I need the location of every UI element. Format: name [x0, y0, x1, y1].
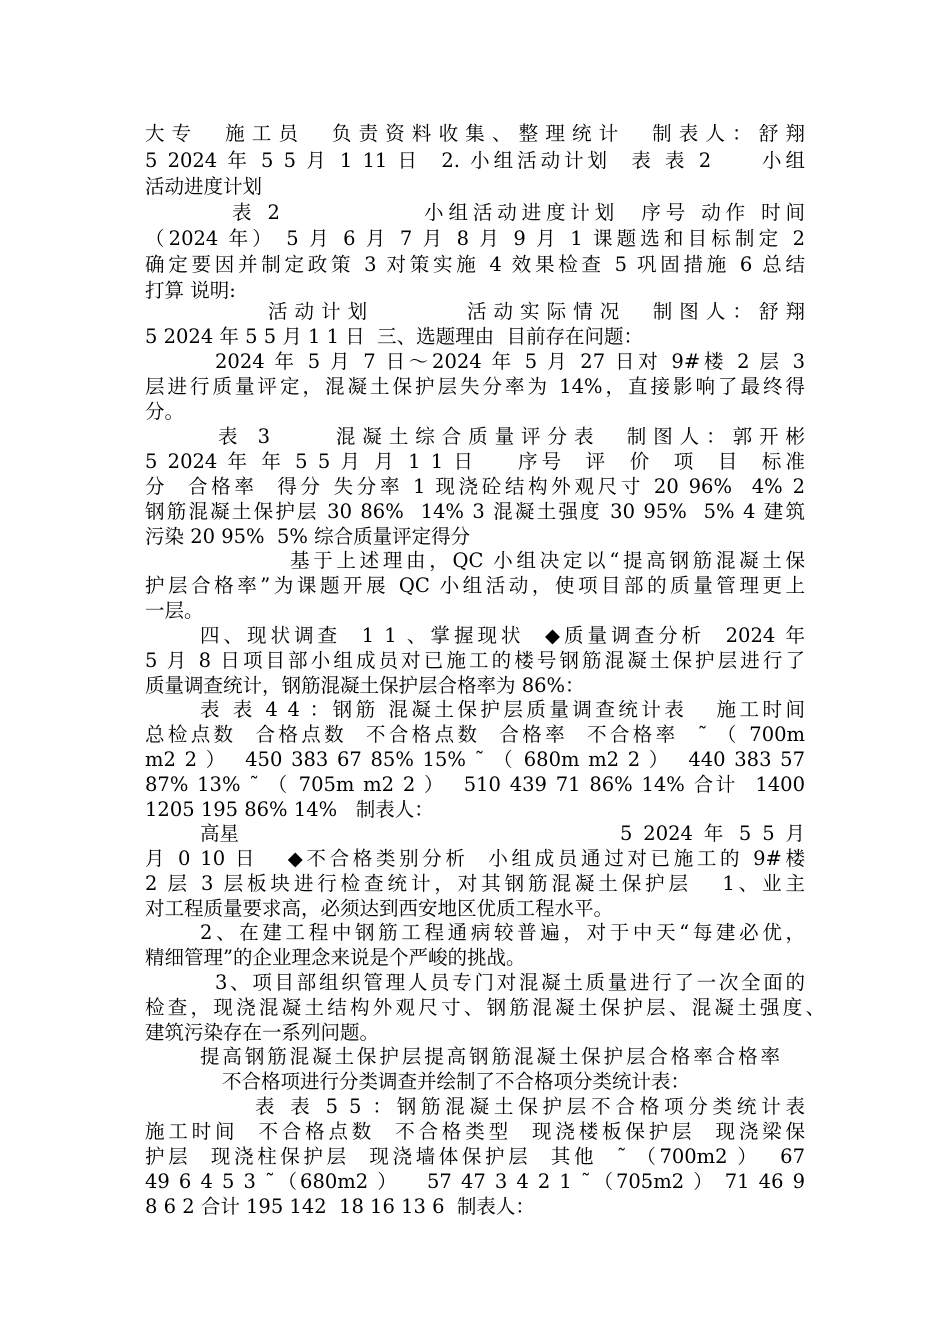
text-line: 打算 说明:: [145, 279, 236, 302]
text-line: 5 2024 年 5 5 月 1 11 日 2. 小组活动计划 表 表 2 小组: [145, 149, 805, 172]
text-line: 护层 现浇柱保护层 现浇墙体保护层 其他 ˜ （700m2 ） 67: [145, 1145, 805, 1168]
text-line: 5 月 8 日项目部小组成员对已施工的楼号钢筋混凝土保护层进行了: [145, 649, 805, 672]
text-line: 表 表 5 5 ：钢筋混凝土保护层不合格项分类统计表: [255, 1095, 805, 1118]
text-line: 月 0 10 日 ◆不合格类别分析 小组成员通过对已施工的 9#楼: [145, 847, 805, 870]
text-line: 提高钢筋混凝土保护层提高钢筋混凝土保护层合格率合格率: [200, 1045, 780, 1068]
text-line: 2 层 3 层板块进行检查统计，对其钢筋混凝土保护层 1、业主: [145, 872, 805, 895]
text-line: 质量调查统计，钢筋混凝土保护层合格率为 86%：: [145, 674, 585, 697]
text-line: 不合格项进行分类调查并绘制了不合格项分类统计表：: [222, 1070, 691, 1093]
text-line: 层进行质量评定，混凝土保护层失分率为 14%，直接影响了最终得: [145, 375, 805, 398]
text-line: 检查，现浇混凝土结构外观尺寸、钢筋混凝土保护层、混凝土强度、: [145, 996, 825, 1019]
text-line: 高星: [200, 822, 240, 845]
text-line: 基于上述理由，QC 小组决定以“提高钢筋混凝土保: [290, 549, 805, 572]
text-line: 四、现状调查 1 1 、掌握现状 ◆质量调查分析 2024 年: [200, 624, 805, 647]
text-line: 2024 年 5 月 7 日～2024 年 5 月 27 日对 9#楼 2 层 3: [215, 350, 805, 373]
text-line: 钢筋混凝土保护层 30 86% 14% 3 混凝土强度 30 95% 5% 4 建筑: [145, 500, 805, 523]
text-line: 精细管理”的企业理念来说是个严峻的挑战。: [145, 946, 526, 969]
text-line: 表 2 小组活动进度计划 序号 动作 时间: [232, 201, 805, 224]
text-line: 3、项目部组织管理人员专门对混凝土质量进行了一次全面的: [215, 971, 805, 994]
text-line: 施工时间 不合格点数 不合格类型 现浇楼板保护层 现浇梁保: [145, 1120, 805, 1143]
text-line: 污染 20 95% 5% 综合质量评定得分: [145, 525, 471, 548]
text-line: 建筑污染存在一系列问题。: [145, 1021, 380, 1044]
text-line: 49 6 4 5 3 ˜（680m2 ） 57 47 3 4 2 1 ˜（705m2 ） 71 46 9: [145, 1170, 805, 1193]
text-line: 护层合格率”为课题开展 QC 小组活动，使项目部的质量管理更上: [145, 574, 805, 597]
text-line: 87% 13% ˜ （ 705m m2 2 ） 510 439 71 86% 14% 合计 1400: [145, 773, 805, 796]
text-line: 分 合格率 得分 失分率 1 现浇砼结构外观尺寸 20 96% 4% 2: [145, 475, 805, 498]
text-line: 5 2024 年 5 5 月 1 1 日 三、选题理由 目前存在问题：: [145, 325, 644, 348]
text-line: 表 表 4 4 ：钢筋 混凝土保护层质量调查统计表 施工时间: [200, 698, 805, 721]
text-line: 2、在建工程中钢筋工程通病较普遍，对于中天“每建必优，: [200, 921, 805, 944]
text-line: 1205 195 86% 14% 制表人：: [145, 798, 434, 821]
text-line: 活动计划 活动实际情况 制图人：舒翔: [268, 300, 805, 323]
text-line: 活动进度计划: [145, 175, 263, 198]
text-line: 对工程质量要求高，必须达到西安地区优质工程水平。: [145, 897, 614, 920]
text-line: 大专 施工员 负责资料收集、整理统计 制表人：舒翔: [145, 122, 805, 145]
text-line: （2024 年） 5 月 6 月 7 月 8 月 9 月 1 课题选和目标制定 2: [145, 227, 805, 250]
text-line: 分。: [145, 400, 185, 423]
text-line: 5 2024 年 年 5 5 月 月 1 1 日 序号 评 价 项 目 标准: [145, 450, 805, 473]
text-line: 5 2024 年 5 5 月: [620, 822, 805, 845]
text-line: 总检点数 合格点数 不合格点数 合格率 不合格率 ˜ （ 700m: [145, 723, 805, 746]
text-line: 确定要因并制定政策 3 对策实施 4 效果检查 5 巩固措施 6 总结: [145, 253, 805, 276]
text-line: m2 2 ） 450 383 67 85% 15% ˜ （ 680m m2 2 ） 440 383 57: [145, 748, 805, 771]
text-line: 一层。: [145, 599, 204, 622]
text-line: 8 6 2 合计 195 142 18 16 13 6 制表人：: [145, 1195, 535, 1218]
text-line: 表 3 混凝土综合质量评分表 制图人：郭开彬: [218, 425, 805, 448]
